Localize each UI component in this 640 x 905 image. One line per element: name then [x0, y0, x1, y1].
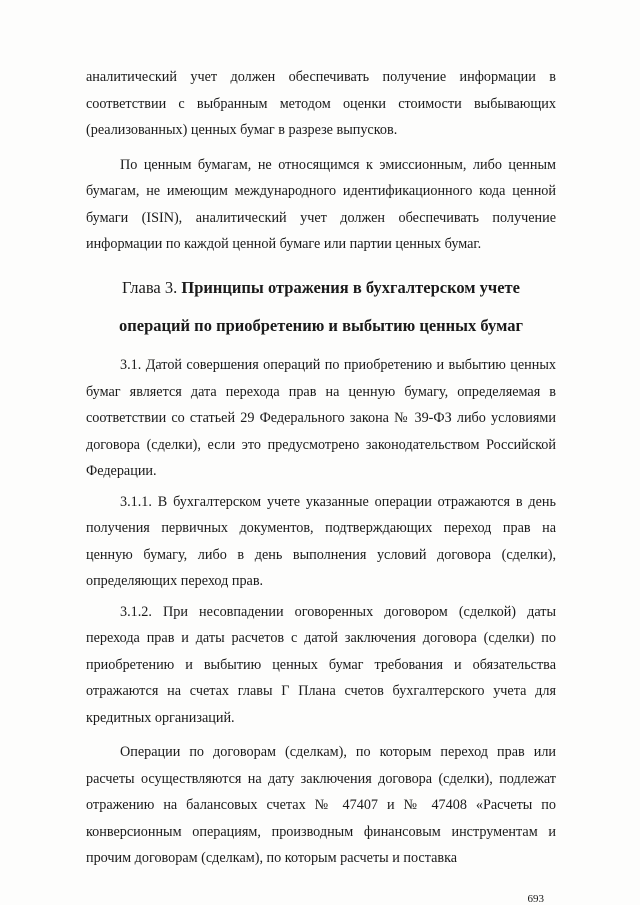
chapter-title-line1: Принципы отражения в бухгалтерском учете	[181, 278, 520, 297]
paragraph-operations: Операции по договорам (сделкам), по которым переход прав или расчеты осуществляются на дату заключения договора (сделки), подлежат отражению на балансовых счетах № 47407 и № 47408 «Расчеты по конверсионным операциям, производным финансовым инструментам и прочим договорам (сделкам), по которым расчеты и поставка	[86, 744, 556, 866]
chapter-heading-line1	[86, 272, 556, 303]
paragraph-isin: По ценным бумагам, не относящимся к эмиссионным, либо ценным бумагам, не имеющим международного идентификационного кода ценной бумаги (ISIN), аналитический учет должен обеспечивать получение информации по каждой ценной бумаге или партии ценных бумаг.	[86, 156, 556, 252]
page-number: 693	[527, 893, 544, 905]
bottom-text-block	[86, 352, 556, 872]
paragraph-continuation: аналитический учет должен обеспечивать получение информации в соответствии с выбранным методом оценки стоимости выбывающих (реализованных) ценных бумаг в разрезе выпусков.	[86, 69, 556, 138]
paragraph-3-1-2: 3.1.2. При несовпадении оговоренных договором (сделкой) даты перехода прав и даты расчетов с датой заключения договора (сделки) по приобретению и выбытию ценных бумаг требования и обязательства отражаются на счетах главы Г Плана счетов бухгалтерского учета для кредитных организаций.	[86, 603, 556, 726]
top-text-block	[86, 64, 556, 258]
chapter-prefix: Глава 3.	[122, 278, 178, 297]
chapter-title-line2: операций по приобретению и выбытию ценных бумаг	[119, 316, 523, 335]
paragraph-3-1: 3.1. Датой совершения операций по приобретению и выбытию ценных бумаг является дата перехода прав на ценную бумагу, определяемая в соответствии со статьей 29 Федерального закона № 39-ФЗ либо условиями договора (сделки), если это предусмотрено законодательством Российской Федерации.	[86, 357, 556, 479]
paragraph-3-1-1: 3.1.1. В бухгалтерском учете указанные операции отражаются в день получения первичных документов, подтверждающих переход прав на ценную бумагу, либо в день выполнения условий договора (сделки), определяющих переход прав.	[86, 493, 556, 589]
chapter-heading	[86, 272, 556, 341]
